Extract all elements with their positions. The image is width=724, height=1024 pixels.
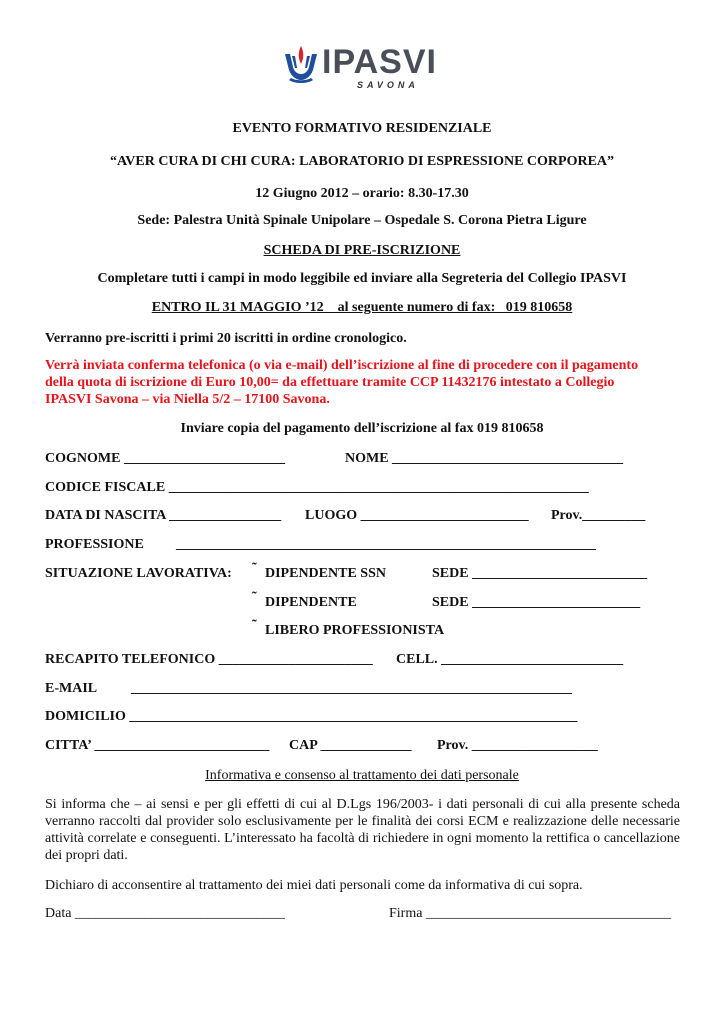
professione-field[interactable]: ____________________________________________________________ <box>176 537 596 552</box>
date-field[interactable]: Data ______________________________ <box>45 906 285 921</box>
deadline-line: ENTRO IL 31 MAGGIO ’12 al seguente numero di fax: 019 810658 <box>151 300 573 315</box>
prov-field[interactable]: Prov._________ <box>551 508 646 523</box>
logo-title: IPASVI <box>322 43 437 81</box>
email-label: E-MAIL <box>45 681 98 696</box>
preiscritti-note: Verranno pre-iscritti i primi 20 iscritti in ordine cronologico. <box>45 331 407 346</box>
payment-note-line1: Verrà inviata conferma telefonica (o via e-mail) dell’iscrizione al fine di procedere con il pagamento <box>45 358 639 373</box>
privacy-title: Informativa e consenso al trattamento dei dati personale <box>205 768 519 783</box>
cognome-field[interactable]: COGNOME _______________________ <box>45 451 285 466</box>
logo-subtitle: SAVONA <box>357 80 419 90</box>
event-venue: Sede: Palestra Unità Spinale Unipolare – Ospedale S. Corona Pietra Ligure <box>137 213 587 228</box>
option-dipendente-ssn: DIPENDENTE SSN <box>265 566 386 581</box>
checkbox-dipendente-icon[interactable]: ˜ <box>252 590 257 605</box>
hands-logo-icon <box>281 44 321 86</box>
form-title: SCHEDA DI PRE-ISCRIZIONE <box>263 243 461 258</box>
recapito-telefonico-field[interactable]: RECAPITO TELEFONICO ______________________ <box>45 652 373 667</box>
citta-field[interactable]: CITTA’ _________________________ <box>45 738 270 753</box>
fax-copy-note: Inviare copia del pagamento dell’iscrizione al fax 019 810658 <box>180 421 544 436</box>
option-dipendente: DIPENDENTE <box>265 595 357 610</box>
event-type: EVENTO FORMATIVO RESIDENZIALE <box>232 121 492 136</box>
privacy-text: Si informa che – ai sensi e per gli effetti di cui al D.Lgs 196/2003- i dati personali di cui alla presente scheda verranno raccolti dal provider solo esclusivamente per le finalità dei corsi ECM e realizzazione delle necessarie attività correlate e conseguenti. L’interessato ha facoltà di richiedere in ogni momento la rettifica o cancellazione dei propri dati. <box>45 797 680 863</box>
prov-residenza-field[interactable]: Prov. __________________ <box>437 738 598 753</box>
form-instructions: Completare tutti i campi in modo leggibile ed inviare alla Segreteria del Collegio IPASVI <box>97 271 627 286</box>
cap-field[interactable]: CAP _____________ <box>289 738 412 753</box>
situazione-label: SITUAZIONE LAVORATIVA: <box>45 566 232 581</box>
checkbox-libero-icon[interactable]: ˜ <box>252 618 257 633</box>
consent-statement: Dichiaro di acconsentire al trattamento dei miei dati personali come da informativa di cui sopra. <box>45 878 583 893</box>
checkbox-ssn-icon[interactable]: ˜ <box>252 561 257 576</box>
payment-note-line2: della quota di iscrizione di Euro 10,00= da effettuare tramite CCP 11432176 intestato a Collegio <box>45 375 615 390</box>
option-libero-professionista: LIBERO PROFESSIONISTA <box>265 623 445 638</box>
codice-fiscale-field[interactable]: CODICE FISCALE ____________________________________________________________ <box>45 480 589 495</box>
payment-note-line3: IPASVI Savona – via Niella 5/2 – 17100 Savona. <box>45 392 330 407</box>
ipasvi-logo <box>281 40 451 96</box>
nome-field[interactable]: NOME _________________________________ <box>345 451 624 466</box>
sede-ssn-field[interactable]: SEDE _________________________ <box>432 566 648 581</box>
professione-label: PROFESSIONE <box>45 537 144 552</box>
luogo-field[interactable]: LUOGO ________________________ <box>305 508 529 523</box>
email-field[interactable]: _______________________________________________________________ <box>131 681 572 696</box>
event-title: “AVER CURA DI CHI CURA: LABORATORIO DI ESPRESSIONE CORPOREA” <box>109 154 615 169</box>
cell-field[interactable]: CELL. __________________________ <box>396 652 624 667</box>
sede-dipendente-field[interactable]: SEDE ________________________ <box>432 595 641 610</box>
domicilio-field[interactable]: DOMICILIO ________________________________________________________________ <box>45 709 578 724</box>
data-nascita-field[interactable]: DATA DI NASCITA ________________ <box>45 508 282 523</box>
signature-field[interactable]: Firma ___________________________________ <box>389 906 671 921</box>
event-date: 12 Giugno 2012 – orario: 8.30-17.30 <box>255 186 469 201</box>
